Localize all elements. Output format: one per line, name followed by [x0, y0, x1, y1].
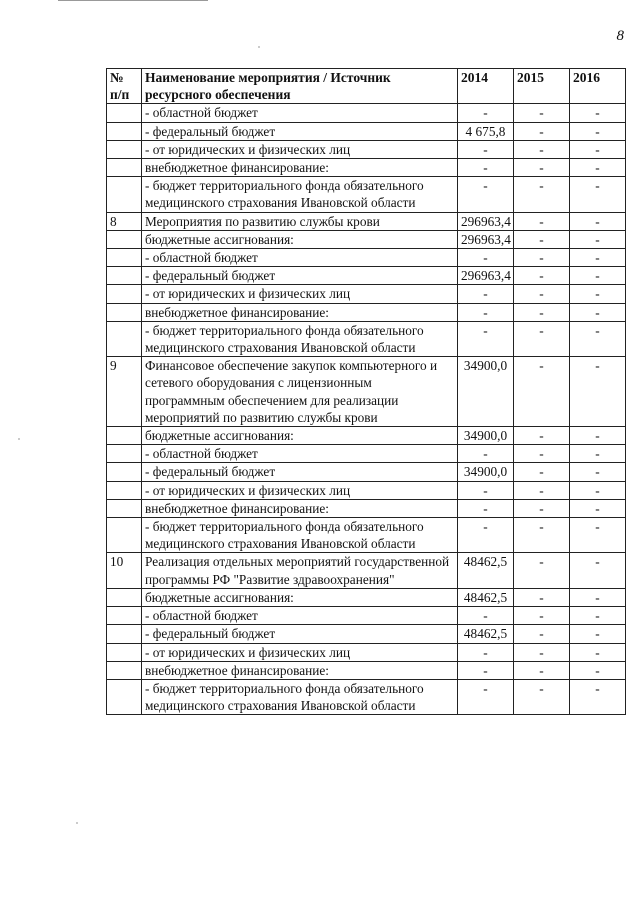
row-name: - федеральный бюджет — [142, 625, 458, 643]
row-number — [107, 661, 142, 679]
value-2014: - — [458, 661, 514, 679]
row-number: 8 — [107, 212, 142, 230]
row-name: Реализация отдельных мероприятий государственной программы РФ "Развитие здравоохранения" — [142, 553, 458, 588]
row-name: - областной бюджет — [142, 104, 458, 122]
table-row — [107, 140, 626, 158]
row-name: - областной бюджет — [142, 445, 458, 463]
table-row — [107, 177, 626, 212]
value-2014: - — [458, 518, 514, 553]
row-number — [107, 481, 142, 499]
row-name: - федеральный бюджет — [142, 463, 458, 481]
row-number: 9 — [107, 357, 142, 427]
value-2014: - — [458, 303, 514, 321]
row-number — [107, 249, 142, 267]
value-2016: - — [570, 588, 626, 606]
value-2016: - — [570, 285, 626, 303]
value-2014: 48462,5 — [458, 588, 514, 606]
table-row — [107, 481, 626, 499]
value-2016: - — [570, 230, 626, 248]
value-2015: - — [514, 661, 570, 679]
table-row — [107, 463, 626, 481]
row-name: - бюджет территориального фонда обязательного медицинского страхования Ивановской области — [142, 679, 458, 714]
row-number — [107, 122, 142, 140]
value-2015: - — [514, 212, 570, 230]
scan-speck — [76, 822, 78, 824]
value-2016: - — [570, 481, 626, 499]
value-2016: - — [570, 445, 626, 463]
value-2014: - — [458, 249, 514, 267]
row-number — [107, 445, 142, 463]
value-2016: - — [570, 553, 626, 588]
table-row — [107, 607, 626, 625]
table-row — [107, 679, 626, 714]
value-2016: - — [570, 643, 626, 661]
value-2014: 34900,0 — [458, 463, 514, 481]
row-number — [107, 588, 142, 606]
row-number — [107, 285, 142, 303]
value-2014: 296963,4 — [458, 230, 514, 248]
value-2016: - — [570, 321, 626, 356]
value-2015: - — [514, 321, 570, 356]
row-number — [107, 159, 142, 177]
table-row — [107, 285, 626, 303]
value-2016: - — [570, 518, 626, 553]
row-name: внебюджетное финансирование: — [142, 661, 458, 679]
row-number — [107, 140, 142, 158]
row-number — [107, 303, 142, 321]
value-2014: 296963,4 — [458, 212, 514, 230]
value-2015: - — [514, 445, 570, 463]
table-row — [107, 588, 626, 606]
row-name: - от юридических и физических лиц — [142, 481, 458, 499]
value-2014: - — [458, 499, 514, 517]
value-2016: - — [570, 249, 626, 267]
value-2015: - — [514, 249, 570, 267]
header-2016: 2016 — [570, 69, 626, 104]
value-2015: - — [514, 427, 570, 445]
row-name: - от юридических и физических лиц — [142, 140, 458, 158]
value-2015: - — [514, 230, 570, 248]
row-number — [107, 177, 142, 212]
table-row — [107, 230, 626, 248]
value-2014: 48462,5 — [458, 625, 514, 643]
row-name: внебюджетное финансирование: — [142, 499, 458, 517]
value-2016: - — [570, 499, 626, 517]
value-2014: - — [458, 159, 514, 177]
scan-top-edge — [58, 0, 208, 1]
value-2014: - — [458, 321, 514, 356]
row-name: - областной бюджет — [142, 249, 458, 267]
table-row — [107, 499, 626, 517]
table-row — [107, 625, 626, 643]
value-2015: - — [514, 159, 570, 177]
value-2014: - — [458, 177, 514, 212]
row-number: 10 — [107, 553, 142, 588]
value-2015: - — [514, 588, 570, 606]
table-header-row — [107, 69, 626, 104]
value-2014: - — [458, 104, 514, 122]
value-2015: - — [514, 267, 570, 285]
row-name: внебюджетное финансирование: — [142, 303, 458, 321]
table-row — [107, 212, 626, 230]
table-row — [107, 267, 626, 285]
value-2016: - — [570, 357, 626, 427]
scan-speck — [18, 438, 20, 440]
value-2014: - — [458, 445, 514, 463]
row-name: Финансовое обеспечение закупок компьютерного и сетевого оборудования с лицензионным программным обеспечением для реализации мероприятий по развитию службы крови — [142, 357, 458, 427]
row-name: бюджетные ассигнования: — [142, 230, 458, 248]
row-number — [107, 321, 142, 356]
row-number — [107, 230, 142, 248]
value-2016: - — [570, 679, 626, 714]
row-name: - областной бюджет — [142, 607, 458, 625]
table-row — [107, 427, 626, 445]
table-row — [107, 122, 626, 140]
row-name: внебюджетное финансирование: — [142, 159, 458, 177]
value-2015: - — [514, 122, 570, 140]
row-name: - бюджет территориального фонда обязательного медицинского страхования Ивановской области — [142, 177, 458, 212]
row-name: - федеральный бюджет — [142, 267, 458, 285]
value-2015: - — [514, 303, 570, 321]
row-number — [107, 607, 142, 625]
table-row — [107, 303, 626, 321]
row-number — [107, 625, 142, 643]
row-number — [107, 427, 142, 445]
value-2015: - — [514, 285, 570, 303]
row-name: Мероприятия по развитию службы крови — [142, 212, 458, 230]
budget-table — [106, 68, 626, 715]
row-name: - бюджет территориального фонда обязательного медицинского страхования Ивановской области — [142, 321, 458, 356]
row-number — [107, 518, 142, 553]
value-2015: - — [514, 679, 570, 714]
row-number — [107, 643, 142, 661]
value-2016: - — [570, 427, 626, 445]
row-number — [107, 679, 142, 714]
value-2014: 48462,5 — [458, 553, 514, 588]
row-name: бюджетные ассигнования: — [142, 427, 458, 445]
value-2016: - — [570, 177, 626, 212]
table-row — [107, 445, 626, 463]
row-number — [107, 104, 142, 122]
table-row — [107, 321, 626, 356]
value-2015: - — [514, 177, 570, 212]
value-2014: 34900,0 — [458, 427, 514, 445]
table-row — [107, 643, 626, 661]
value-2014: - — [458, 607, 514, 625]
value-2014: - — [458, 140, 514, 158]
header-2015: 2015 — [514, 69, 570, 104]
header-name: Наименование мероприятия / Источник ресурсного обеспечения — [142, 69, 458, 104]
table-row — [107, 661, 626, 679]
table-row — [107, 159, 626, 177]
header-2014: 2014 — [458, 69, 514, 104]
value-2014: - — [458, 481, 514, 499]
header-num: № п/п — [107, 69, 142, 104]
value-2016: - — [570, 140, 626, 158]
table-row — [107, 518, 626, 553]
table-row — [107, 249, 626, 267]
row-name: - от юридических и физических лиц — [142, 285, 458, 303]
value-2015: - — [514, 518, 570, 553]
value-2014: - — [458, 679, 514, 714]
value-2015: - — [514, 607, 570, 625]
value-2015: - — [514, 625, 570, 643]
value-2016: - — [570, 607, 626, 625]
value-2014: 296963,4 — [458, 267, 514, 285]
value-2016: - — [570, 303, 626, 321]
scan-speck — [258, 46, 260, 48]
value-2015: - — [514, 104, 570, 122]
value-2015: - — [514, 481, 570, 499]
value-2015: - — [514, 643, 570, 661]
value-2014: - — [458, 643, 514, 661]
value-2016: - — [570, 661, 626, 679]
value-2016: - — [570, 159, 626, 177]
value-2014: - — [458, 285, 514, 303]
value-2016: - — [570, 104, 626, 122]
row-name: - бюджет территориального фонда обязательного медицинского страхования Ивановской области — [142, 518, 458, 553]
value-2014: 34900,0 — [458, 357, 514, 427]
value-2015: - — [514, 553, 570, 588]
table-row — [107, 104, 626, 122]
value-2016: - — [570, 122, 626, 140]
value-2015: - — [514, 463, 570, 481]
value-2016: - — [570, 625, 626, 643]
table-row — [107, 553, 626, 588]
value-2015: - — [514, 357, 570, 427]
table-row — [107, 357, 626, 427]
row-number — [107, 499, 142, 517]
value-2015: - — [514, 499, 570, 517]
value-2014: 4 675,8 — [458, 122, 514, 140]
row-number — [107, 267, 142, 285]
value-2015: - — [514, 140, 570, 158]
page-number: 8 — [616, 28, 624, 44]
row-number — [107, 463, 142, 481]
value-2016: - — [570, 267, 626, 285]
row-name: - федеральный бюджет — [142, 122, 458, 140]
value-2016: - — [570, 463, 626, 481]
row-name: бюджетные ассигнования: — [142, 588, 458, 606]
row-name: - от юридических и физических лиц — [142, 643, 458, 661]
value-2016: - — [570, 212, 626, 230]
